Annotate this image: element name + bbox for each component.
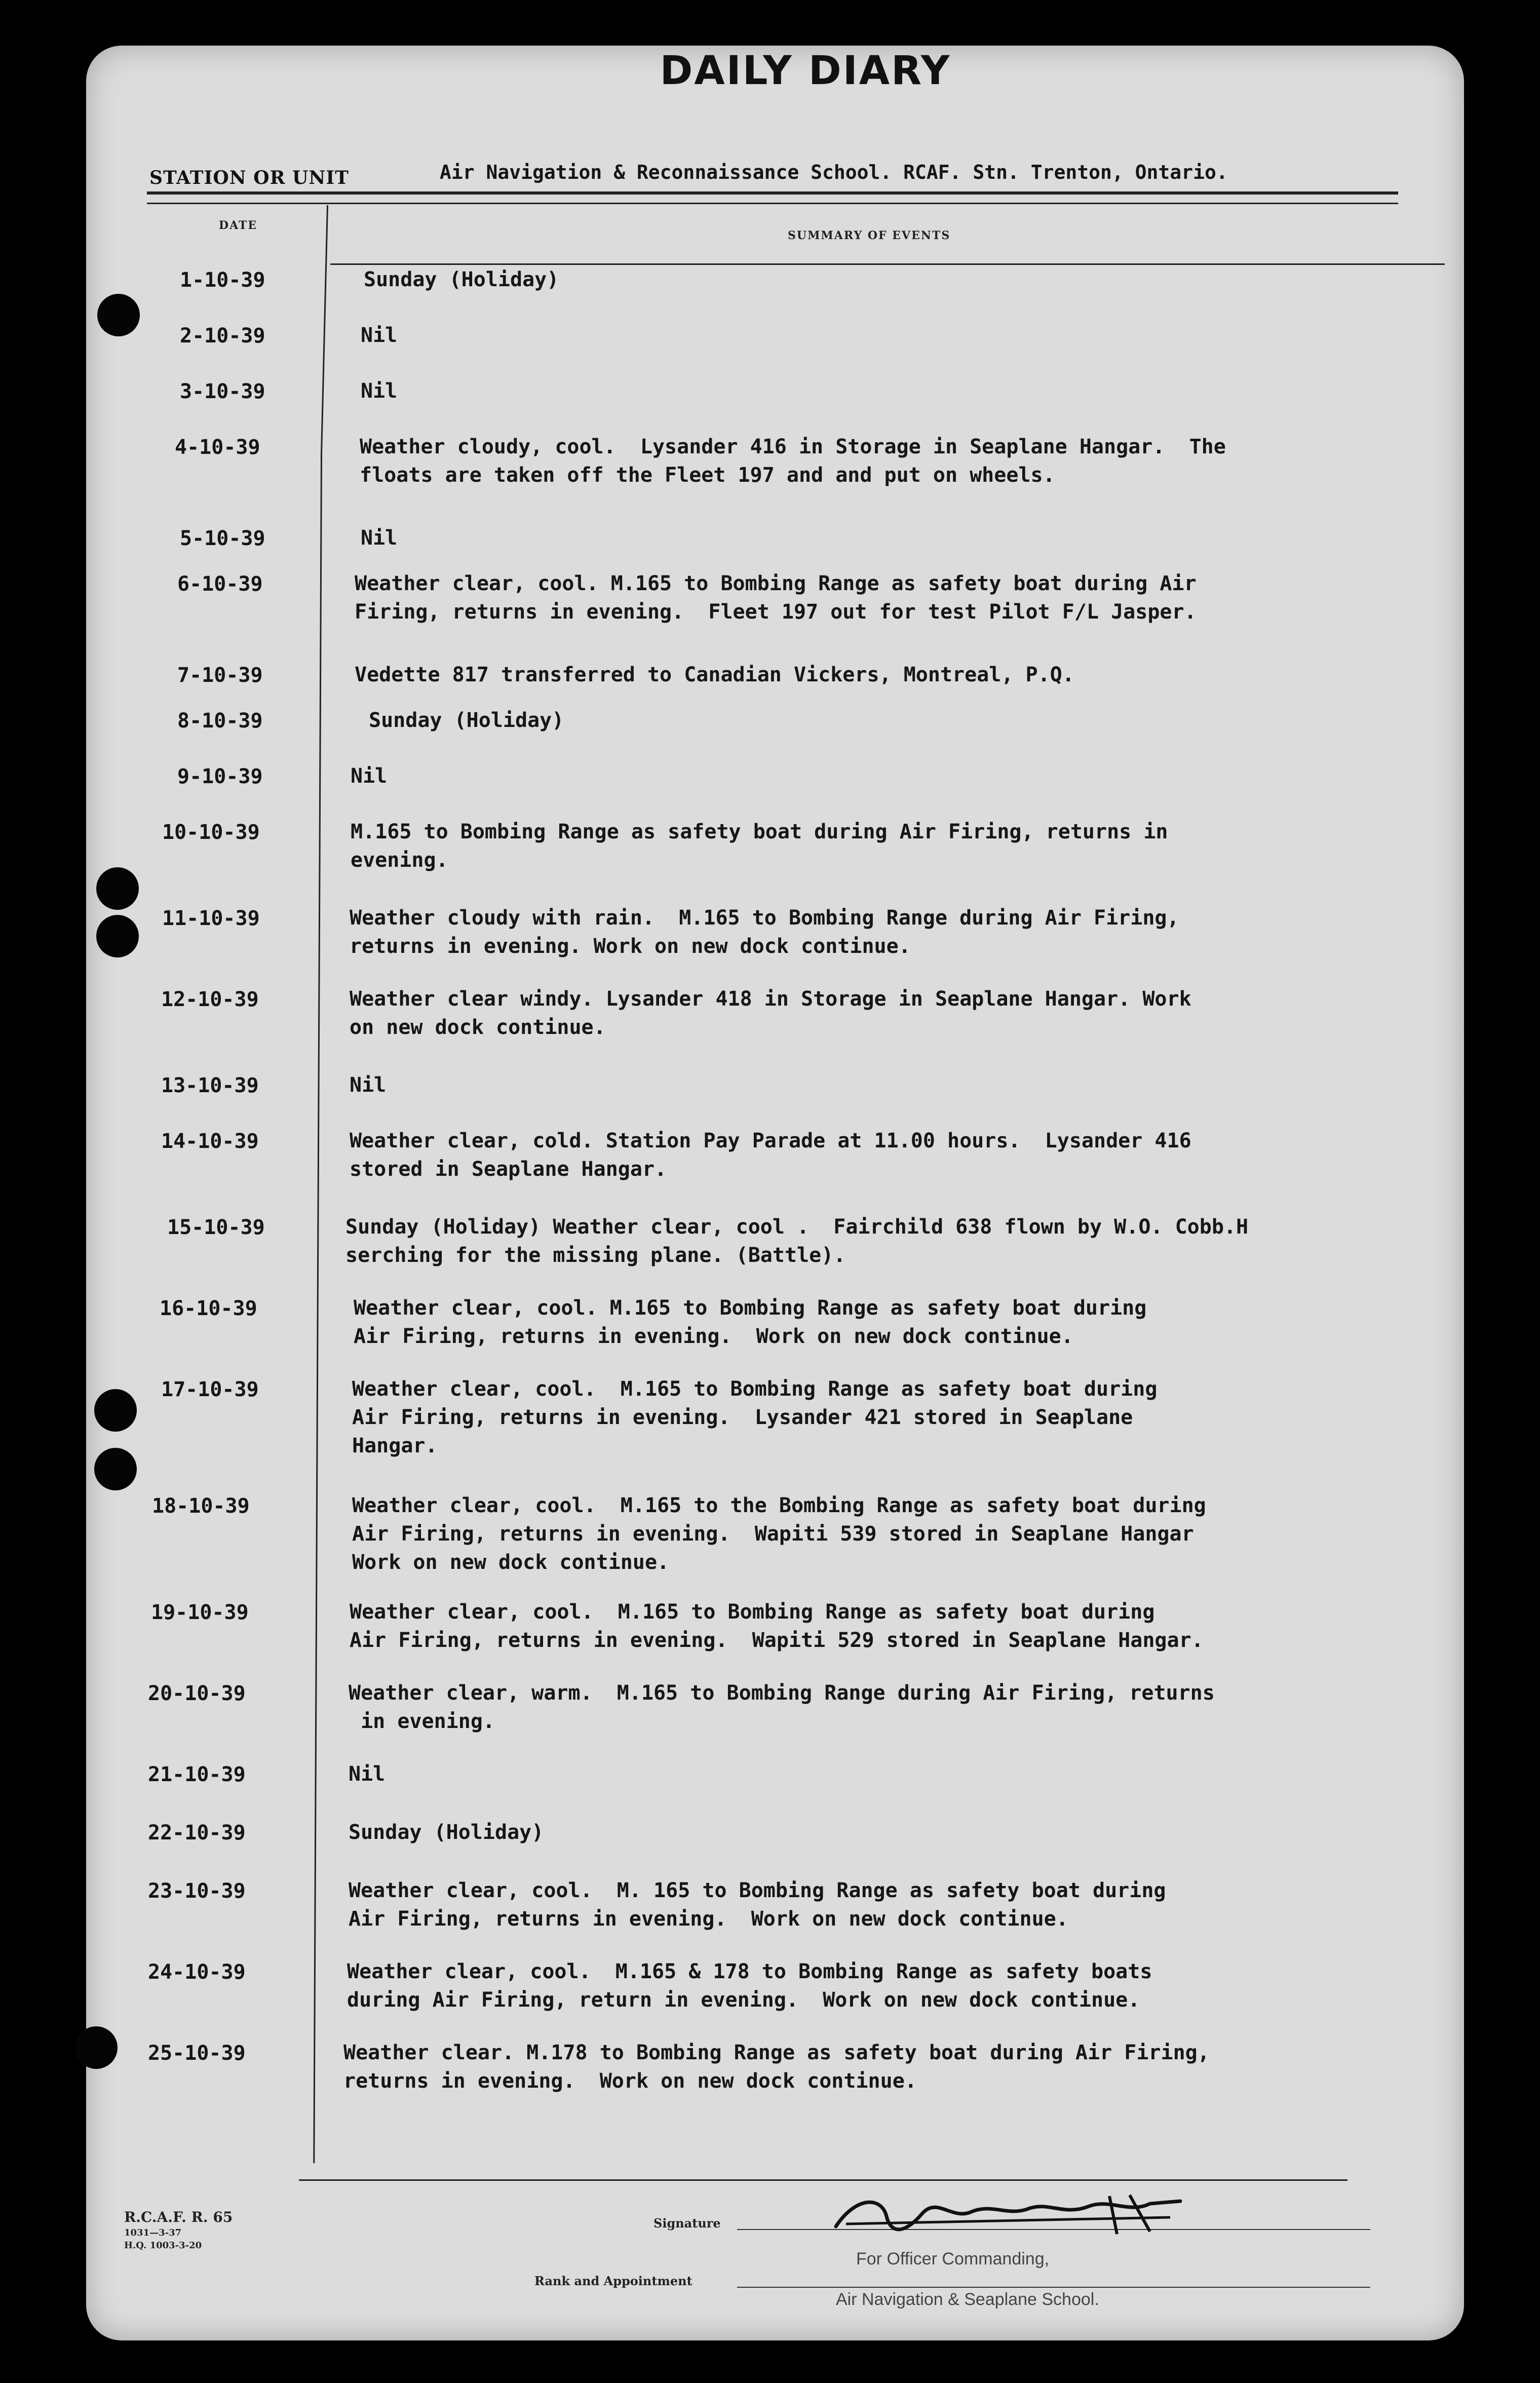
entry-summary: Weather clear, warm. M.165 to Bombing Range during Air Firing, returns in evening. <box>349 1681 1215 1733</box>
date-column-header: DATE <box>219 219 258 232</box>
station-value: Air Navigation & Reconnaissance School. RCAF. Stn. Trenton, Ontario. <box>440 161 1228 183</box>
header-rule-thin <box>147 203 1398 204</box>
entry-summary: Sunday (Holiday) <box>349 1821 544 1844</box>
entry-date: 4-10-39 <box>175 436 260 459</box>
entry-date: 21-10-39 <box>148 1763 246 1786</box>
signature-label: Signature <box>653 2216 721 2231</box>
handwritten-signature <box>826 2186 1190 2242</box>
entry-date: 16-10-39 <box>160 1297 257 1320</box>
entry-summary: Nil <box>349 1762 386 1786</box>
entry-summary: M.165 to Bombing Range as safety boat during Air Firing, returns in evening. <box>351 820 1168 872</box>
entry-summary: Nil <box>361 526 398 550</box>
entry-date: 20-10-39 <box>148 1682 246 1705</box>
column-header-rule <box>330 263 1445 265</box>
binder-hole <box>96 915 139 957</box>
rank-line <box>737 2287 1370 2288</box>
entry-date: 14-10-39 <box>161 1130 259 1153</box>
form-code-number: R.C.A.F. R. 65 <box>124 2209 233 2225</box>
entry-date: 22-10-39 <box>148 1821 246 1844</box>
binder-hole <box>75 2026 118 2069</box>
entry-summary: Weather clear, cool. M.165 to Bombing Range as safety boat during Air Firing, returns in evening. Fleet 197 out for test Pilot F/L Jasper. <box>355 572 1197 624</box>
entry-summary: Weather clear, cold. Station Pay Parade at 11.00 hours. Lysander 416 stored in Seaplane Hangar. <box>350 1129 1191 1181</box>
entry-date: 2-10-39 <box>180 324 265 348</box>
form-code-hq: H.Q. 1003-3-20 <box>124 2240 202 2251</box>
entry-summary: Weather clear, cool. M.165 to the Bombing Range as safety boat during Air Firing, returns in evening. Wapiti 539 stored in Seaplane Hangar Work on new dock continue. <box>352 1494 1206 1574</box>
summary-column-header: SUMMARY OF EVENTS <box>788 229 951 242</box>
station-label: STATION OR UNIT <box>149 167 349 188</box>
entry-summary: Weather clear, cool. M.165 to Bombing Range as safety boat during Air Firing, returns in evening. Lysander 421 stored in Seaplane Hangar. <box>352 1377 1158 1457</box>
entry-summary: Weather cloudy with rain. M.165 to Bombing Range during Air Firing, returns in evening. Work on new dock continue. <box>350 906 1179 958</box>
entry-summary: Nil <box>350 1073 387 1097</box>
form-code-print: 1031—3-37 <box>124 2227 182 2238</box>
entry-summary: Nil <box>351 764 388 788</box>
school-line: Air Navigation & Seaplane School. <box>836 2290 1099 2309</box>
entry-summary: Weather clear, cool. M.165 & 178 to Bombing Range as safety boats during Air Firing, return in evening. Work on new dock continue. <box>347 1960 1152 2012</box>
entry-summary: Vedette 817 transferred to Canadian Vickers, Montreal, P.Q. <box>355 663 1074 686</box>
entry-date: 23-10-39 <box>148 1879 246 1903</box>
entry-summary: Weather clear, cool. M.165 to Bombing Range as safety boat during Air Firing, returns in evening. Wapiti 529 stored in Seaplane Hangar. <box>350 1600 1204 1652</box>
entry-date: 1-10-39 <box>180 268 265 292</box>
entry-summary: Nil <box>361 379 398 403</box>
entry-date: 3-10-39 <box>180 380 265 403</box>
header-rule <box>147 191 1398 195</box>
binder-hole <box>94 1448 137 1490</box>
entry-summary: Sunday (Holiday) Weather clear, cool . Fairchild 638 flown by W.O. Cobb.H serching for the missing plane. (Battle). <box>345 1215 1249 1267</box>
entry-date: 12-10-39 <box>161 988 259 1011</box>
entry-summary: Nil <box>361 324 398 347</box>
entry-date: 25-10-39 <box>148 2042 246 2065</box>
entry-summary: Weather clear. M.178 to Bombing Range as safety boat during Air Firing, returns in evening. Work on new dock continue. <box>343 2041 1210 2093</box>
footer-rule <box>299 2179 1348 2181</box>
entry-summary: Sunday (Holiday) <box>364 268 559 291</box>
binder-hole <box>94 1389 137 1432</box>
entry-summary: Weather clear, cool. M. 165 to Bombing Range as safety boat during Air Firing, returns in evening. Work on new dock continue. <box>349 1879 1166 1931</box>
entry-summary: Weather clear, cool. M.165 to Bombing Range as safety boat during Air Firing, returns in evening. Work on new dock continue. <box>354 1296 1147 1348</box>
entry-date: 13-10-39 <box>161 1074 259 1097</box>
entry-date: 7-10-39 <box>177 664 263 687</box>
entry-date: 9-10-39 <box>177 765 263 788</box>
binder-hole <box>97 294 140 336</box>
page-title: DAILY DIARY <box>660 48 951 94</box>
entry-date: 17-10-39 <box>161 1378 259 1401</box>
entry-date: 18-10-39 <box>152 1494 250 1518</box>
form-code <box>124 2209 233 2251</box>
entry-date: 24-10-39 <box>148 1961 246 1984</box>
rank-label: Rank and Appointment <box>534 2274 692 2288</box>
entry-date: 5-10-39 <box>180 527 265 550</box>
entry-date: 19-10-39 <box>151 1601 249 1624</box>
binder-hole <box>96 867 139 910</box>
entry-date: 8-10-39 <box>177 709 263 733</box>
entry-date: 11-10-39 <box>162 907 260 930</box>
entry-date: 15-10-39 <box>167 1216 265 1239</box>
entry-date: 10-10-39 <box>162 821 260 844</box>
entry-summary: Weather cloudy, cool. Lysander 416 in Storage in Seaplane Hangar. The floats are taken off the Fleet 197 and and put on wheels. <box>360 435 1226 487</box>
entry-summary: Sunday (Holiday) <box>369 709 564 732</box>
entry-summary: Weather clear windy. Lysander 418 in Storage in Seaplane Hangar. Work on new dock continue. <box>350 987 1191 1039</box>
officer-commanding-line: For Officer Commanding, <box>856 2249 1050 2269</box>
entry-date: 6-10-39 <box>177 572 263 596</box>
